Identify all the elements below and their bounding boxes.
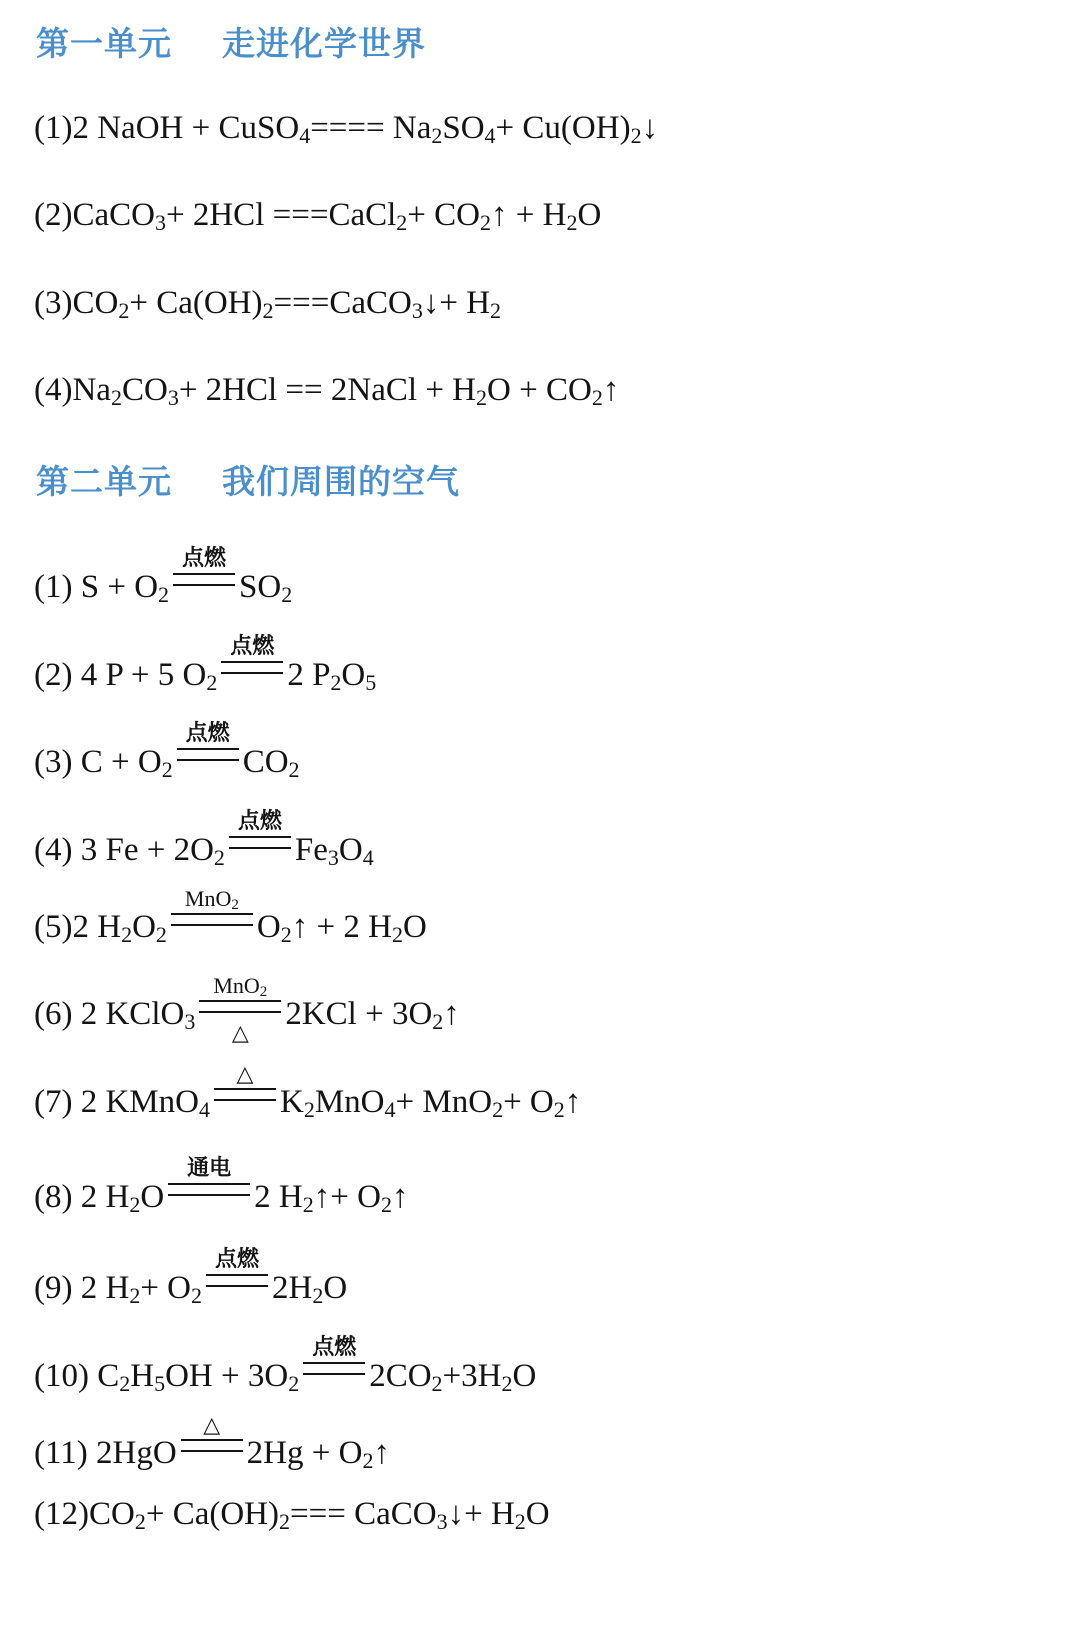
- equation-subscript: 5: [365, 670, 377, 695]
- equation-text: + Ca(OH): [129, 285, 263, 321]
- equation-subscript: 2: [119, 1371, 131, 1396]
- condition-label: [221, 635, 283, 659]
- equation-text: ===CaCO: [273, 285, 412, 321]
- condition-label: [171, 887, 253, 911]
- condition-text: 点燃: [237, 809, 282, 834]
- equation-subscript: 2: [280, 922, 292, 947]
- equation-subscript: 2: [432, 1009, 444, 1034]
- condition-text: △: [203, 1412, 221, 1437]
- equation-subscript: 2: [566, 210, 578, 235]
- equation-text: 2H: [272, 1270, 313, 1306]
- condition-text: MnO: [184, 886, 232, 911]
- equation-text: ↑: [564, 1084, 582, 1120]
- equation-row: [34, 1412, 390, 1473]
- reaction-condition: [206, 1247, 268, 1298]
- equation-text: O: [140, 1179, 165, 1215]
- equation-row: [34, 634, 377, 695]
- equation-text: O: [402, 909, 427, 945]
- equals-bars: [168, 1183, 250, 1196]
- condition-text: 点燃: [182, 546, 227, 571]
- reaction-condition: [181, 1412, 243, 1463]
- equation-subscript: 2: [155, 922, 167, 947]
- equation-text: O: [512, 1358, 537, 1394]
- equals-bars: [199, 1000, 281, 1013]
- equation-text: + Ca(OH): [145, 1496, 279, 1532]
- equation-subscript: 4: [362, 845, 374, 870]
- equation-text: + MnO: [395, 1084, 493, 1120]
- condition-text: 通电: [187, 1156, 232, 1181]
- condition-subscript: 2: [231, 897, 239, 913]
- equation-text: Fe: [294, 832, 328, 868]
- equation-text: CO: [121, 372, 168, 408]
- equation-text: ↑ + 2 H: [291, 909, 392, 945]
- equation-subscript: 2: [121, 922, 133, 947]
- equation-text: ↑: [602, 372, 620, 408]
- condition-text: 点燃: [215, 1247, 260, 1272]
- equation-text: (2)CaCO: [34, 197, 155, 233]
- equation-row: [34, 1156, 409, 1217]
- equation-text: CO: [242, 744, 289, 780]
- condition-below: △: [231, 1021, 249, 1046]
- equation-subscript: 2: [490, 298, 502, 323]
- condition-text: 点燃: [185, 721, 230, 746]
- equation-subscript: 2: [553, 1097, 565, 1122]
- equation-subscript: 2: [279, 1509, 290, 1534]
- equals-bars: [229, 836, 291, 849]
- equation-text: ↑ + H: [490, 197, 567, 233]
- equation-text: + O: [140, 1270, 192, 1306]
- equation-subscript: 2: [129, 1192, 141, 1217]
- equation-text: O: [525, 1496, 550, 1532]
- equation-text: 2CO: [369, 1358, 432, 1394]
- equals-bars: [221, 661, 283, 674]
- equation-subscript: 2: [288, 1371, 300, 1396]
- equals-bars: [173, 573, 235, 586]
- equation-text: + 2HCl == 2NaCl + H: [178, 372, 477, 408]
- equation-text: ↓+ H: [422, 285, 491, 321]
- equation-subscript: 2: [330, 670, 342, 695]
- unit2-heading: 第二单元 我们周围的空气: [36, 462, 460, 501]
- equation-subscript: 2: [362, 1448, 374, 1473]
- equation-subscript: 2: [312, 1283, 324, 1308]
- equation-text: O: [323, 1270, 348, 1306]
- equation-row: [34, 1247, 348, 1308]
- equation-subscript: 2: [191, 1283, 203, 1308]
- equation-text: (3) C + O: [34, 744, 162, 780]
- equation-subscript: 2: [479, 210, 491, 235]
- equation-subscript: 3: [436, 1509, 448, 1534]
- equation-subscript: 2: [514, 1509, 526, 1534]
- condition-label: [303, 1336, 365, 1360]
- equation-text: 2 P: [287, 657, 331, 693]
- equation-subscript: 5: [154, 1371, 166, 1396]
- equation-text: 2KCl + 3O: [285, 996, 433, 1032]
- equation-text: === CaCO: [290, 1496, 437, 1532]
- equation-text: (12)CO: [34, 1496, 135, 1532]
- equation-subscript: 2: [630, 123, 642, 148]
- equation-text: (9) 2 H: [34, 1270, 130, 1306]
- equation-row: [34, 886, 427, 947]
- equation-text: + O: [503, 1084, 554, 1120]
- equation-text: (4) 3 Fe + 2O: [34, 832, 214, 868]
- condition-label: [181, 1413, 243, 1437]
- equation-row: [34, 721, 300, 782]
- equation-text: (8) 2 H: [34, 1179, 130, 1215]
- condition-text: △: [236, 1061, 254, 1086]
- equation-row: [34, 1061, 582, 1122]
- condition-subscript: 2: [259, 984, 268, 1000]
- reaction-condition: [221, 634, 283, 685]
- equation-text: O: [341, 657, 366, 693]
- equation-subscript: 2: [129, 1283, 141, 1308]
- equation-subscript: 3: [184, 1009, 196, 1034]
- equation-text: OH + 3O: [165, 1358, 289, 1394]
- reaction-condition: [168, 1156, 250, 1207]
- equation-subscript: 4: [299, 123, 311, 148]
- equation-row: [34, 283, 501, 323]
- condition-label: [199, 974, 281, 998]
- equation-subscript: 2: [591, 385, 603, 410]
- equals-bars: [177, 748, 239, 761]
- equation-subscript: 2: [476, 385, 488, 410]
- equals-bars: [206, 1274, 268, 1287]
- equation-subscript: 2: [281, 582, 293, 607]
- equation-text: SO: [239, 569, 282, 605]
- equation-row: [34, 1335, 537, 1396]
- unit1-heading: 第一单元 走进化学世界: [36, 24, 426, 63]
- equation-text: + Cu(OH): [495, 110, 631, 146]
- equals-bars: [214, 1088, 276, 1101]
- condition-text: 点燃: [312, 1335, 357, 1360]
- equation-text: O: [577, 197, 602, 233]
- equation-row: [34, 370, 619, 410]
- equation-text: O: [338, 832, 363, 868]
- equation-subscript: 2: [396, 210, 408, 235]
- condition-text: 点燃: [230, 634, 275, 659]
- equation-text: + 2HCl ===CaCl: [165, 197, 397, 233]
- equation-subscript: 2: [118, 298, 130, 323]
- reaction-condition: [199, 973, 281, 1046]
- equation-text: ↑: [443, 996, 460, 1032]
- equation-subscript: 2: [492, 1097, 504, 1122]
- equation-row: [34, 1494, 550, 1534]
- equation-text: +3H: [442, 1358, 502, 1394]
- equation-text: ↓: [641, 110, 659, 146]
- equals-bars: [303, 1362, 365, 1375]
- equals-bars: [171, 913, 253, 926]
- equation-text: ↑: [373, 1435, 390, 1471]
- condition-label: [214, 1062, 276, 1086]
- equation-subscript: 2: [288, 757, 300, 782]
- equation-text: H: [130, 1358, 155, 1394]
- condition-label: [168, 1157, 250, 1181]
- equation-text: MnO: [314, 1084, 385, 1120]
- equation-text: (3)CO: [34, 285, 119, 321]
- equation-text: O + CO: [487, 372, 592, 408]
- equation-text: O: [256, 909, 281, 945]
- equation-subscript: 3: [327, 845, 339, 870]
- equation-row: [34, 973, 460, 1046]
- equation-subscript: 2: [501, 1371, 513, 1396]
- equation-text: ↑: [391, 1179, 409, 1215]
- condition-label: [206, 1248, 268, 1272]
- equation-subscript: 2: [206, 670, 218, 695]
- equation-subscript: 2: [161, 757, 173, 782]
- equation-text: (6) 2 KClO: [34, 996, 185, 1032]
- equation-text: (1) S + O: [34, 569, 159, 605]
- equation-text: ↓+ H: [447, 1496, 515, 1532]
- equation-subscript: 2: [134, 1509, 146, 1534]
- equation-subscript: 4: [384, 1097, 396, 1122]
- equals-bars: [181, 1439, 243, 1452]
- equation-subscript: 2: [431, 1371, 443, 1396]
- equation-text: K: [279, 1084, 304, 1120]
- reaction-condition: [177, 721, 239, 772]
- equation-subscript: 4: [484, 123, 496, 148]
- condition-label: [229, 810, 291, 834]
- equation-subscript: 2: [110, 385, 122, 410]
- equation-text: (7) 2 KMnO: [34, 1084, 199, 1120]
- reaction-condition: [214, 1061, 276, 1112]
- reaction-condition: [171, 886, 253, 937]
- equation-subscript: 2: [158, 582, 170, 607]
- condition-label: [177, 722, 239, 746]
- equation-text: + CO: [407, 197, 480, 233]
- equation-row: [34, 809, 374, 870]
- reaction-condition: [229, 809, 291, 860]
- equation-text: (4)Na: [34, 372, 111, 408]
- equation-row: [34, 108, 658, 148]
- equation-subscript: 2: [380, 1192, 392, 1217]
- equation-text: (10) C: [34, 1358, 120, 1394]
- equation-text: (11) 2HgO: [34, 1435, 177, 1471]
- reaction-condition: [303, 1335, 365, 1386]
- equation-subscript: 3: [154, 210, 166, 235]
- equation-text: SO: [442, 110, 485, 146]
- equation-text: O: [132, 909, 156, 945]
- equation-text: 2Hg + O: [246, 1435, 363, 1471]
- equation-subscript: 2: [302, 1192, 314, 1217]
- condition-text: MnO: [213, 973, 260, 998]
- equation-subscript: 4: [198, 1097, 210, 1122]
- equation-subscript: 3: [411, 298, 423, 323]
- equation-subscript: 2: [303, 1097, 315, 1122]
- equation-subscript: 2: [262, 298, 274, 323]
- equation-subscript: 3: [167, 385, 179, 410]
- condition-label: [173, 547, 235, 571]
- equation-text: (1)2 NaOH + CuSO: [34, 110, 300, 146]
- equation-text: ==== Na: [310, 110, 432, 146]
- equation-subscript: 2: [213, 845, 225, 870]
- equation-row: [34, 546, 293, 607]
- equation-text: (2) 4 P + 5 O: [34, 657, 207, 693]
- equation-row: [34, 195, 601, 235]
- equation-subscript: 2: [391, 922, 403, 947]
- reaction-condition: [173, 546, 235, 597]
- equation-subscript: 2: [431, 123, 443, 148]
- equation-text: (5)2 H: [34, 909, 122, 945]
- equation-text: 2 H: [254, 1179, 303, 1215]
- equation-text: ↑+ O: [313, 1179, 381, 1215]
